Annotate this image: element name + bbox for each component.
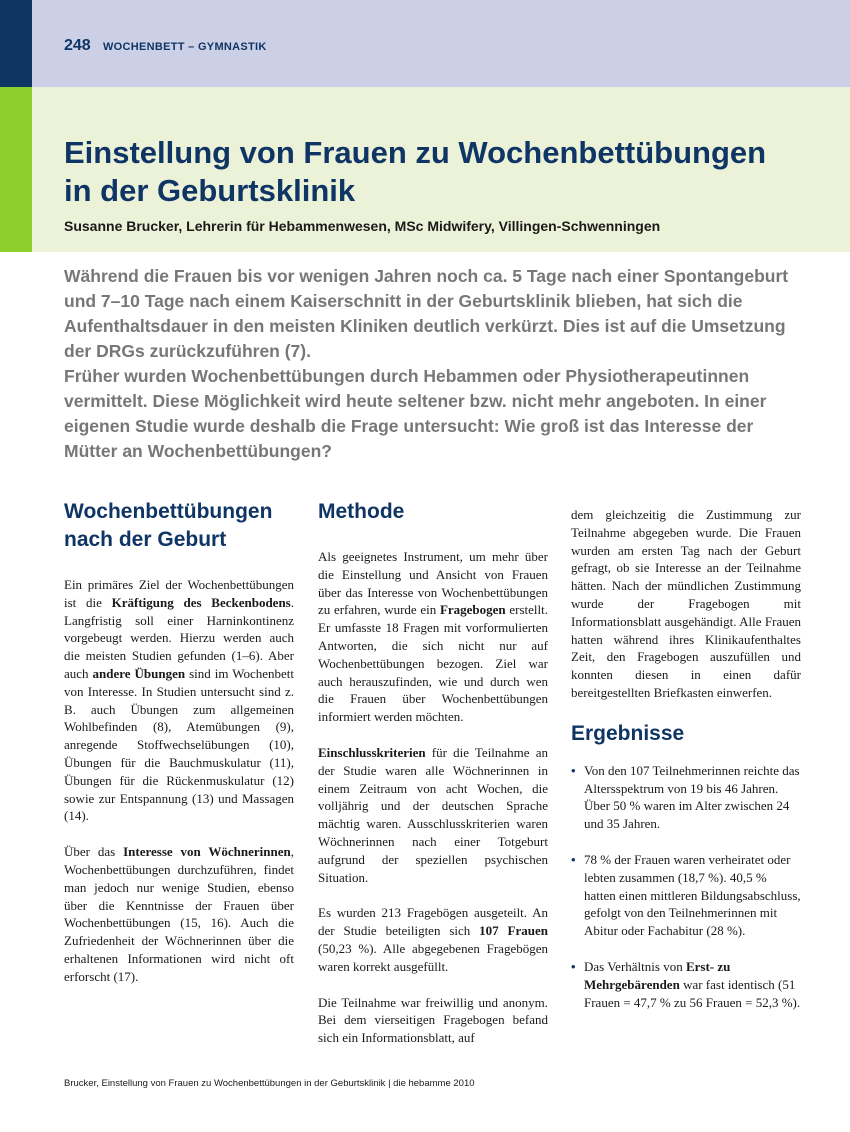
heading-ergebnisse: Ergebnisse — [571, 721, 685, 745]
bullet-icon: • — [571, 958, 576, 974]
intro-paragraph-1: Während die Frauen bis vor wenigen Jahren noch ca. 5 Tage nach einer Spontangeburt und 7–10 Tage nach einem Kaiserschnitt in der Geburtsklinik blieben, hat sich die Aufenthaltsdauer in den meisten Kliniken deutlich verkürzt. Dies ist auf die Umsetzung der DRGs zurückzuführen (7). — [64, 266, 789, 361]
author-line: Susanne Brucker, Lehrerin für Hebammenwesen, MSc Midwifery, Villingen-Schwenningen — [64, 218, 661, 234]
article-title-line1: Einstellung von Frauen zu Wochenbettübungen — [64, 135, 767, 170]
paragraph: Es wurden 213 Fragebögen ausgeteilt. An der Studie beteiligten sich 107 Frauen (50,23 %). Alle abgegebenen Fragebögen waren korrekt ausgefüllt. — [318, 905, 548, 974]
intro-text — [64, 264, 794, 464]
column-2 — [318, 498, 548, 1065]
results-list — [571, 762, 801, 1012]
paragraph: dem gleichzeitig die Zustimmung zur Teilnahme abgegeben wurde. Die Frauen wurden am ersten Tag nach der Geburt gefragt, ob sie Interesse an der Teilnahme hätten. Nach der mündlichen Zustimmung wurde der Fragebogen mit Informationsblatt ausgehändigt. Alle Frauen hatten während ihres Klinikaufenthaltes Zeit, den Fragebogen auszufüllen und konnten diesen in einen dafür bereitgestellten Briefkasten einwerfen. — [571, 507, 801, 700]
page-footer: Brucker, Einstellung von Frauen zu Wochenbettübungen in der Geburtsklinik | die hebamme 2010 — [64, 1078, 475, 1089]
heading-wochenbettuebungen: Wochenbettübungen nach der Geburt — [64, 500, 273, 551]
bullet-icon: • — [571, 762, 576, 778]
column-1 — [64, 498, 294, 1004]
list-item: • Von den 107 Teilnehmerinnen reichte das Altersspektrum von 19 bis 46 Jahren. Über 50 % waren im Alter zwischen 24 und 35 Jahren. — [571, 762, 800, 832]
title-accent-bar — [0, 87, 32, 252]
article-title-line2: in der Geburtsklinik — [64, 173, 356, 208]
section-label: WOCHENBETT – GYMNASTIK — [103, 41, 267, 53]
intro-paragraph-2: Früher wurden Wochenbettübungen durch Hebammen oder Physiotherapeutinnen vermittelt. Diese Möglichkeit wird heute seltener bzw. nicht mehr angeboten. In einer eigenen Studie wurde deshalb die Frage untersucht: Wie groß ist das Interesse der Mütter an Wochenbettübungen? — [64, 366, 767, 461]
column-3 — [571, 506, 801, 1029]
paragraph: Über das Interesse von Wöchnerinnen, Wochenbettübungen durchzuführen, findet man jedoch nur wenige Studien, ebenso über die Kenntnisse der Frauen über Wochenbettübungen (15, 16). Auch die Zufriedenheit der Wöchnerinnen über die erhaltenen Informationen wird nicht oft erforscht (17). — [64, 844, 294, 984]
paragraph: Ein primäres Ziel der Wochenbettübungen ist die Kräftigung des Beckenbodens. Langfristig soll einer Harninkontinenz vorgebeugt werden. Hierzu werden auch die meisten Studien gefunden (1–6). Aber auch andere Übungen sind im Wochenbett von Interesse. In Studien untersucht sind z. B. auch Übungen zum allgemeinen Wohlbefinden (8), Atemübungen (9), anregende Stoffwechselübungen (10), Übungen für die Bauchmuskulatur (11), Übungen für die Rückenmuskulatur (12) sowie zur Entspannung (13) und Massagen (14). — [64, 577, 294, 824]
paragraph: Als geeignetes Instrument, um mehr über die Einstellung und Ansicht von Frauen über das Interesse von Wochenbettübungen zu erfahren, wurde ein Fragebogen erstellt. Er umfasste 18 Fragen mit vorformulierten Antworten, die sich nicht nur auf Wochenbettübungen bezogen. Ziel war auch herauszufinden, wie und durch wen die Frauen über Wochenbettübungen informiert werden möchten. — [318, 549, 548, 725]
list-item: • Das Verhältnis von Erst- zu Mehrgebärenden war fast identisch (51 Frauen = 47,7 % zu 56 Frauen = 52,3 %). — [571, 958, 801, 1010]
page-number: 248 — [64, 37, 91, 54]
paragraph: Einschlusskriterien für die Teilnahme an der Studie waren alle Wöchnerinnen in einem Zeitraum von acht Wochen, die volljährig und der deutschen Sprache mächtig waren. Ausschlusskriterien waren Wöchnerinnen nach einer Totgeburt aufgrund der speziellen psychischen Situation. — [318, 744, 548, 885]
header-accent-bar — [0, 0, 32, 87]
bullet-icon: • — [571, 851, 576, 867]
list-item: • 78 % der Frauen waren verheiratet oder lebten zusammen (18,7 %). 40,5 % hatten einen mittleren Bildungsabschluss, gefolgt von den Teilnehmerinnen mit Abitur oder Fachabitur (28 %). — [571, 851, 801, 939]
paragraph: Die Teilnahme war freiwillig und anonym. Bei dem vierseitigen Fragebogen befand sich ein Informationsblatt, auf — [318, 994, 548, 1046]
heading-methode: Methode — [318, 500, 405, 523]
article-title — [64, 134, 824, 210]
